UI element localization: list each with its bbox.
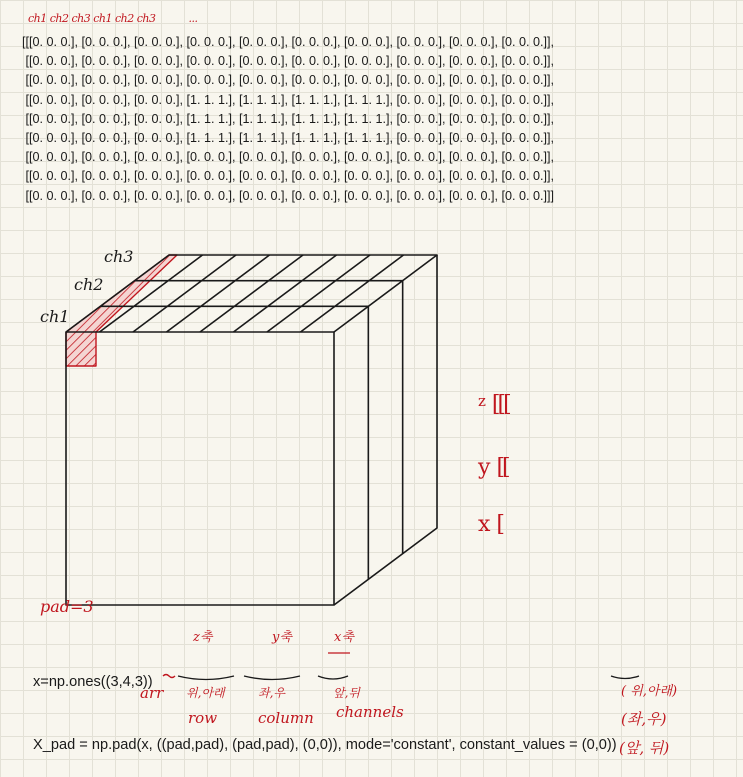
front-back-annotation: 앞,뒤 xyxy=(333,686,360,700)
matrix-row: [[0. 0. 0.], [0. 0. 0.], [0. 0. 0.], [0. 0. 0.], [0. 0. 0.], [0. 0. 0.], [0. 0. 0.], [0. 0. 0.], [0. 0. 0.], [0. 0. 0.]]] xyxy=(22,188,555,203)
header-ellipsis: ... xyxy=(188,12,198,25)
top-grid-line xyxy=(200,255,303,332)
note-up-down: ( 위,아래) xyxy=(621,684,678,699)
top-grid-line xyxy=(234,255,337,332)
top-grid-line xyxy=(167,255,270,332)
top-grid-line xyxy=(267,255,370,332)
matrix-row: [[0. 0. 0.], [0. 0. 0.], [0. 0. 0.], [1. 1. 1.], [1. 1. 1.], [1. 1. 1.], [1. 1. 1.], [0. 0. 0.], [0. 0. 0.], [0. 0. 0.]], xyxy=(22,111,555,126)
channel-label-2: ch2 xyxy=(74,275,104,294)
matrix-row: [[0. 0. 0.], [0. 0. 0.], [0. 0. 0.], [0. 0. 0.], [0. 0. 0.], [0. 0. 0.], [0. 0. 0.], [0. 0. 0.], [0. 0. 0.], [0. 0. 0.]], xyxy=(22,150,555,165)
axis-brackets: [[[ xyxy=(491,392,509,417)
axis-letter: z xyxy=(478,392,486,410)
axis-brackets: [[ xyxy=(496,455,508,480)
pad-note: pad=3 xyxy=(40,597,94,616)
top-grid-line xyxy=(301,255,404,332)
code-line-1: x=np.ones((3,4,3)) xyxy=(33,674,153,690)
matrix-row: [[0. 0. 0.], [0. 0. 0.], [0. 0. 0.], [0. 0. 0.], [0. 0. 0.], [0. 0. 0.], [0. 0. 0.], [0. 0. 0.], [0. 0. 0.], [0. 0. 0.]], xyxy=(22,73,555,88)
matrix-row: [[0. 0. 0.], [0. 0. 0.], [0. 0. 0.], [0. 0. 0.], [0. 0. 0.], [0. 0. 0.], [0. 0. 0.], [0. 0. 0.], [0. 0. 0.], [0. 0. 0.]], xyxy=(22,54,555,69)
ch1-hatched-slice xyxy=(66,255,177,366)
channels-annotation: channels xyxy=(336,703,404,721)
note-front-back: (앞, 뒤) xyxy=(619,739,670,757)
arr-annotation: arr xyxy=(140,684,164,702)
code-line-2: X_pad = np.pad(x, ((pad,pad), (pad,pad), (0,0)), mode='constant', constant_values = (0,0)) xyxy=(33,737,617,753)
axis-note-y xyxy=(478,455,508,480)
left-right-annotation: 좌,우 xyxy=(258,686,285,700)
axis-note-z xyxy=(478,392,509,417)
y-axis-label: y축 xyxy=(272,630,292,645)
top-grid-line xyxy=(133,255,236,332)
axis-letter: x xyxy=(478,512,491,537)
cube-right-face xyxy=(334,255,437,605)
x-axis-label: x축 xyxy=(334,630,354,645)
up-down-annotation: 위,아래 xyxy=(186,686,225,700)
matrix-row: [[0. 0. 0.], [0. 0. 0.], [0. 0. 0.], [0. 0. 0.], [0. 0. 0.], [0. 0. 0.], [0. 0. 0.], [0. 0. 0.], [0. 0. 0.], [0. 0. 0.]], xyxy=(22,169,555,184)
matrix-row: [[0. 0. 0.], [0. 0. 0.], [0. 0. 0.], [1. 1. 1.], [1. 1. 1.], [1. 1. 1.], [1. 1. 1.], [0. 0. 0.], [0. 0. 0.], [0. 0. 0.]], xyxy=(22,92,555,107)
channel-header-labels: ch1 ch2 ch3 ch1 ch2 ch3 ... xyxy=(28,12,198,25)
channel-label-1: ch1 xyxy=(40,307,70,326)
column-annotation: column xyxy=(258,709,314,727)
matrix-row: [[0. 0. 0.], [0. 0. 0.], [0. 0. 0.], [1. 1. 1.], [1. 1. 1.], [1. 1. 1.], [1. 1. 1.], [0. 0. 0.], [0. 0. 0.], [0. 0. 0.]], xyxy=(22,131,555,146)
code-block xyxy=(33,626,617,777)
channel-label-3: ch3 xyxy=(104,247,134,266)
row-annotation: row xyxy=(188,709,218,727)
cube-front-face xyxy=(66,332,334,605)
matrix-row: [[[0. 0. 0.], [0. 0. 0.], [0. 0. 0.], [0. 0. 0.], [0. 0. 0.], [0. 0. 0.], [0. 0. 0.], [0. 0. 0.], [0. 0. 0.], [0. 0. 0.]], xyxy=(22,35,555,49)
axis-letter: y xyxy=(478,455,491,480)
note-left-right: (좌,우) xyxy=(621,710,667,728)
top-grid-line xyxy=(100,255,203,332)
axis-note-x xyxy=(478,512,502,537)
z-axis-label: z축 xyxy=(193,630,213,645)
axis-brackets: [ xyxy=(496,512,503,537)
